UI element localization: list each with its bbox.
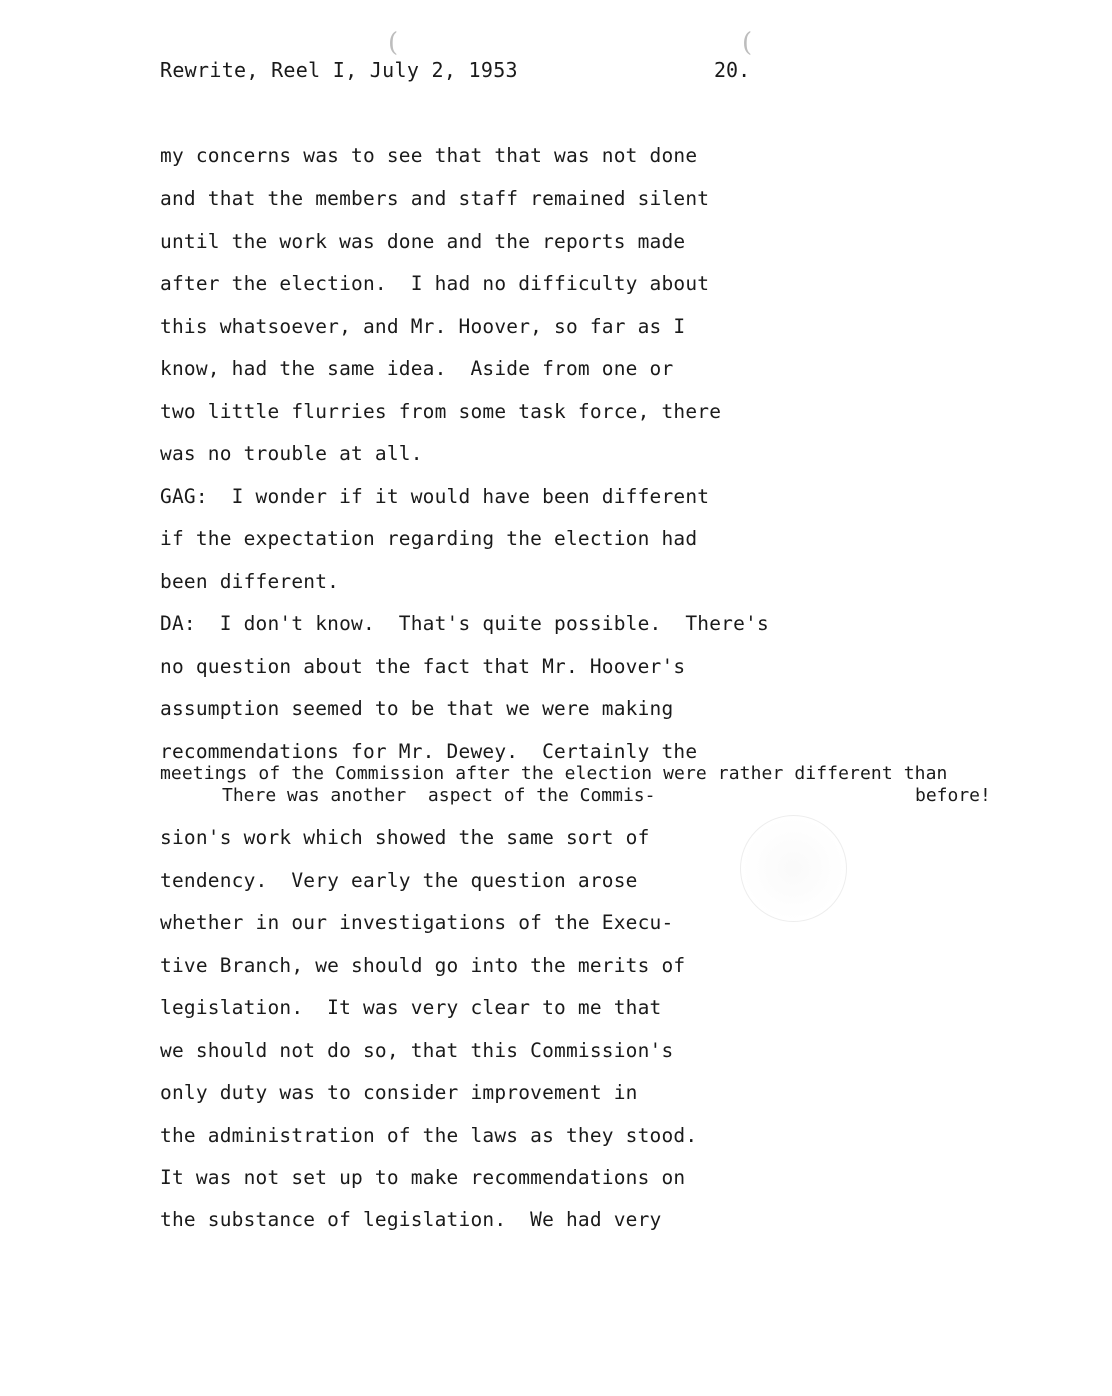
text-line: after the election. I had no difficulty about (160, 272, 710, 295)
text-line: legislation. It was very clear to me that (160, 996, 662, 1019)
text-line: It was not set up to make recommendations on (160, 1166, 686, 1189)
text-line: GAG: I wonder if it would have been different (160, 485, 710, 508)
text-line: recommendations for Mr. Dewey. Certainly the (160, 740, 698, 763)
text-line: the administration of the laws as they stood. (160, 1124, 698, 1147)
inserted-text-line: There was another aspect of the Commis- (222, 785, 656, 806)
text-line: whether in our investigations of the Execu- (160, 911, 674, 934)
text-line: two little flurries from some task force, there (160, 400, 722, 423)
text-line: tive Branch, we should go into the merits of (160, 954, 686, 977)
text-line: was no trouble at all. (160, 442, 423, 465)
text-line: no question about the fact that Mr. Hoover's (160, 655, 686, 678)
text-line: assumption seemed to be that we were making (160, 697, 674, 720)
text-line: only duty was to consider improvement in (160, 1081, 638, 1104)
margin-mark: ( (742, 28, 753, 58)
text-line: been different. (160, 570, 340, 593)
text-line: this whatsoever, and Mr. Hoover, so far as I (160, 315, 686, 338)
text-line: sion's work which showed the same sort of (160, 826, 650, 849)
page-number: 20. (714, 58, 751, 82)
text-line: tendency. Very early the question arose (160, 869, 638, 892)
inserted-text-tail: before! (915, 785, 991, 806)
page-header-title: Rewrite, Reel I, July 2, 1953 (160, 58, 518, 82)
text-line: know, had the same idea. Aside from one or (160, 357, 674, 380)
text-line: my concerns was to see that that was not done (160, 144, 698, 167)
text-line: and that the members and staff remained silent (160, 187, 710, 210)
text-line: if the expectation regarding the election had (160, 527, 698, 550)
margin-mark: ( (388, 28, 399, 58)
inserted-text-line: meetings of the Commission after the election were rather different than (160, 763, 948, 784)
faint-stamp (740, 815, 847, 922)
text-line: we should not do so, that this Commission's (160, 1039, 674, 1062)
text-line: DA: I don't know. That's quite possible. There's (160, 612, 769, 635)
text-line: until the work was done and the reports made (160, 230, 686, 253)
text-line: the substance of legislation. We had very (160, 1208, 662, 1231)
